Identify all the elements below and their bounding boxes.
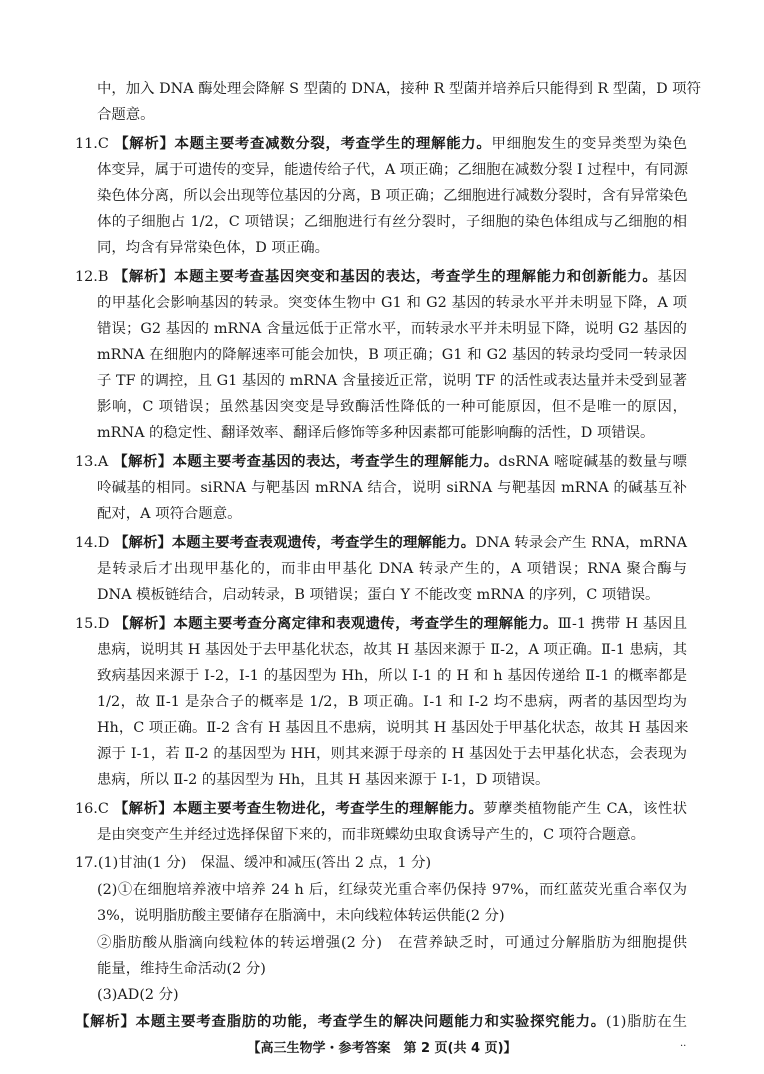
line-text: 萝藦类植物能产生 CA，该性状	[483, 801, 687, 817]
text-line	[97, 157, 687, 183]
text-line	[97, 290, 687, 316]
text-line	[97, 209, 687, 235]
text-line	[97, 102, 687, 128]
text-line	[97, 76, 701, 102]
line-text: 1/2，故 Ⅱ-1 是杂合子的概率是 1/2，B 项正确。Ⅰ-1 和 Ⅰ-2 均不患病，两者的基因型均为	[97, 694, 687, 710]
text-line	[75, 449, 687, 475]
line-text: (2)①在细胞培养液中培养 24 h 后，红绿荧光重合率仍保持 97%，而红蓝荧光重合率仅为	[97, 882, 687, 898]
line-text: ②脂肪酸从脂滴向线粒体的转运增强(2 分) 在营养缺乏时，可通过分解脂肪为细胞提供	[97, 935, 687, 951]
text-line	[97, 582, 687, 608]
text-line	[75, 850, 687, 876]
line-text: Ⅲ-1 携带 H 基因且	[557, 616, 687, 632]
line-text: 合题意。	[97, 107, 155, 123]
line-text: 错误；G2 基因的 mRNA 含量远低于正常水平，而转录水平并未明显下降，说明 G2 基因的	[97, 321, 687, 337]
line-text: 子 TF 的调控，且 G1 基因的 mRNA 含量接近正常，说明 TF 的活性或表达量并未受到显著	[97, 373, 687, 389]
line-text: 3%，说明脂肪酸主要储存在脂滴中，未向线粒体转运供能(2 分)	[97, 908, 505, 924]
text-line	[75, 530, 687, 556]
line-text: 能量，维持生命活动(2 分)	[97, 961, 266, 977]
footer-mark: ..	[680, 1038, 687, 1049]
line-text: 致病基因来源于 Ⅰ-2，Ⅰ-1 的基因型为 Hh，所以 Ⅰ-1 的 H 和 h 基因传递给 Ⅱ-1 的概率都是	[97, 668, 687, 684]
text-line	[97, 822, 687, 848]
text-line	[97, 475, 687, 501]
text-line	[97, 956, 687, 982]
line-text: Hh，C 项正确。Ⅱ-2 含有 H 基因且不患病，说明其 H 基因处于甲基化状态，故其 H 基因来	[97, 720, 689, 736]
line-text: 基因	[657, 269, 687, 285]
line-text: 甲细胞发生的变异类型为染色	[491, 136, 687, 152]
question-number: 13.A	[75, 454, 114, 470]
question-number: 11.C	[75, 136, 115, 152]
question-number: 15.D	[75, 616, 115, 632]
line-text: mRNA 的稳定性、翻译效率、翻译后修饰等多种因素都可能影响酶的活性，D 项错误。	[97, 425, 655, 441]
analysis-heading: 【解析】本题主要考查减数分裂，考查学生的理解能力。	[114, 135, 492, 152]
text-line	[97, 663, 687, 689]
line-text: 的甲基化会影响基因的转录。突变体生物中 G1 和 G2 基因的转录水平并未明显下降，A 项	[97, 295, 687, 311]
text-line	[97, 877, 687, 903]
text-line	[97, 637, 687, 663]
line-text: 患病，所以 Ⅱ-2 的基因型为 Hh，且其 H 基因来源于 Ⅰ-1，D 项错误。	[97, 772, 550, 788]
text-line	[97, 767, 687, 793]
text-line	[97, 235, 687, 261]
text-line	[97, 316, 687, 342]
line-text: 同，均含有异常染色体，D 项正确。	[97, 240, 329, 256]
line-text: dsRNA 嘧啶碱基的数量与嘌	[498, 454, 687, 470]
line-text: 是由突变产生并经过选择保留下来的，而非斑蝶幼虫取食诱导产生的，C 项符合题意。	[97, 827, 646, 843]
line-text: (3)AD(2 分)	[97, 987, 179, 1003]
line-text: mRNA 在细胞内的降解速率可能会加快，B 项正确；G1 和 G2 基因的转录均受同一转录因	[97, 347, 687, 363]
text-line	[97, 930, 687, 956]
line-text: 中，加入 DNA 酶处理会降解 S 型菌的 DNA，接种 R 型菌并培养后只能得到 R 型菌，D 项符	[97, 81, 701, 97]
analysis-heading: 【解析】本题主要考查生物进化，考查学生的理解能力。	[113, 800, 484, 817]
text-line	[75, 611, 687, 637]
line-text: DNA 模板链结合，启动转录，B 项错误；蛋白 Y 不能改变 mRNA 的序列，C 项错误。	[97, 587, 660, 603]
text-line	[97, 556, 687, 582]
text-line	[75, 1009, 687, 1035]
line-text: 配对，A 项符合题意。	[97, 506, 242, 522]
text-line	[97, 982, 687, 1008]
text-line	[97, 501, 687, 527]
text-line	[97, 903, 687, 929]
line-text: 17.(1)甘油(1 分) 保温、缓冲和减压(答出 2 点，1 分)	[75, 855, 432, 871]
text-line	[75, 264, 687, 290]
text-line	[75, 131, 687, 157]
analysis-heading: 【解析】本题主要考查表观遗传，考查学生的理解能力。	[114, 534, 476, 551]
analysis-heading: 【解析】本题主要考查基因突变和基因的表达，考查学生的理解能力和创新能力。	[113, 268, 658, 285]
text-line	[97, 368, 687, 394]
text-line	[97, 741, 687, 767]
question-number: 12.B	[75, 269, 114, 285]
text-line	[97, 394, 687, 420]
line-text: 影响，C 项错误；虽然基因突变是导致酶活性降低的一种可能原因，但不是唯一的原因，	[97, 399, 687, 415]
line-text: DNA 转录会产生 RNA，mRNA	[475, 535, 687, 551]
text-line	[97, 715, 687, 741]
line-text: 患病，说明其 H 基因处于去甲基化状态，故其 H 基因来源于 Ⅱ-2，A 项正确。Ⅱ-1 患病，其	[97, 642, 688, 658]
analysis-heading: 【解析】本题主要考查基因的表达，考查学生的理解能力。	[113, 453, 499, 470]
line-text: 体的子细胞占 1/2，C 项错误；乙细胞进行有丝分裂时，子细胞的染色体组成与乙细胞的相	[97, 214, 687, 230]
line-text: (1)脂肪在生	[605, 1014, 687, 1030]
text-line	[97, 183, 687, 209]
line-text: 体变异，属于可遗传的变异，能遗传给子代，A 项正确；乙细胞在减数分裂 Ⅰ 过程中，有同源	[97, 162, 689, 178]
analysis-heading: 【解析】本题主要考查分离定律和表观遗传，考查学生的理解能力。	[114, 615, 558, 632]
text-line	[75, 796, 687, 822]
line-text: 染色体分离，所以会出现等位基因的分离，B 项正确；乙细胞进行减数分裂时，含有异常染色	[97, 188, 688, 204]
question-number: 16.C	[75, 801, 114, 817]
text-line	[97, 689, 687, 715]
page-footer: 【高三生物学・参考答案 第 2 页(共 4 页)】	[247, 1041, 517, 1056]
text-line	[97, 342, 687, 368]
line-text: 源于 Ⅰ-1，若 Ⅱ-2 的基因型为 HH，则其来源于母亲的 H 基因处于去甲基化状态，会表现为	[97, 746, 687, 762]
line-text: 呤碱基的相同。siRNA 与靶基因 mRNA 结合，说明 siRNA 与靶基因 mRNA 的碱基互补	[97, 480, 687, 496]
analysis-heading: 【解析】本题主要考查脂肪的功能，考查学生的解决问题能力和实验探究能力。	[75, 1013, 606, 1030]
text-line	[97, 420, 687, 446]
line-text: 是转录后才出现甲基化的，而非由甲基化 DNA 转录产生的，A 项错误；RNA 聚合酶与	[97, 561, 687, 577]
question-number: 14.D	[75, 535, 115, 551]
